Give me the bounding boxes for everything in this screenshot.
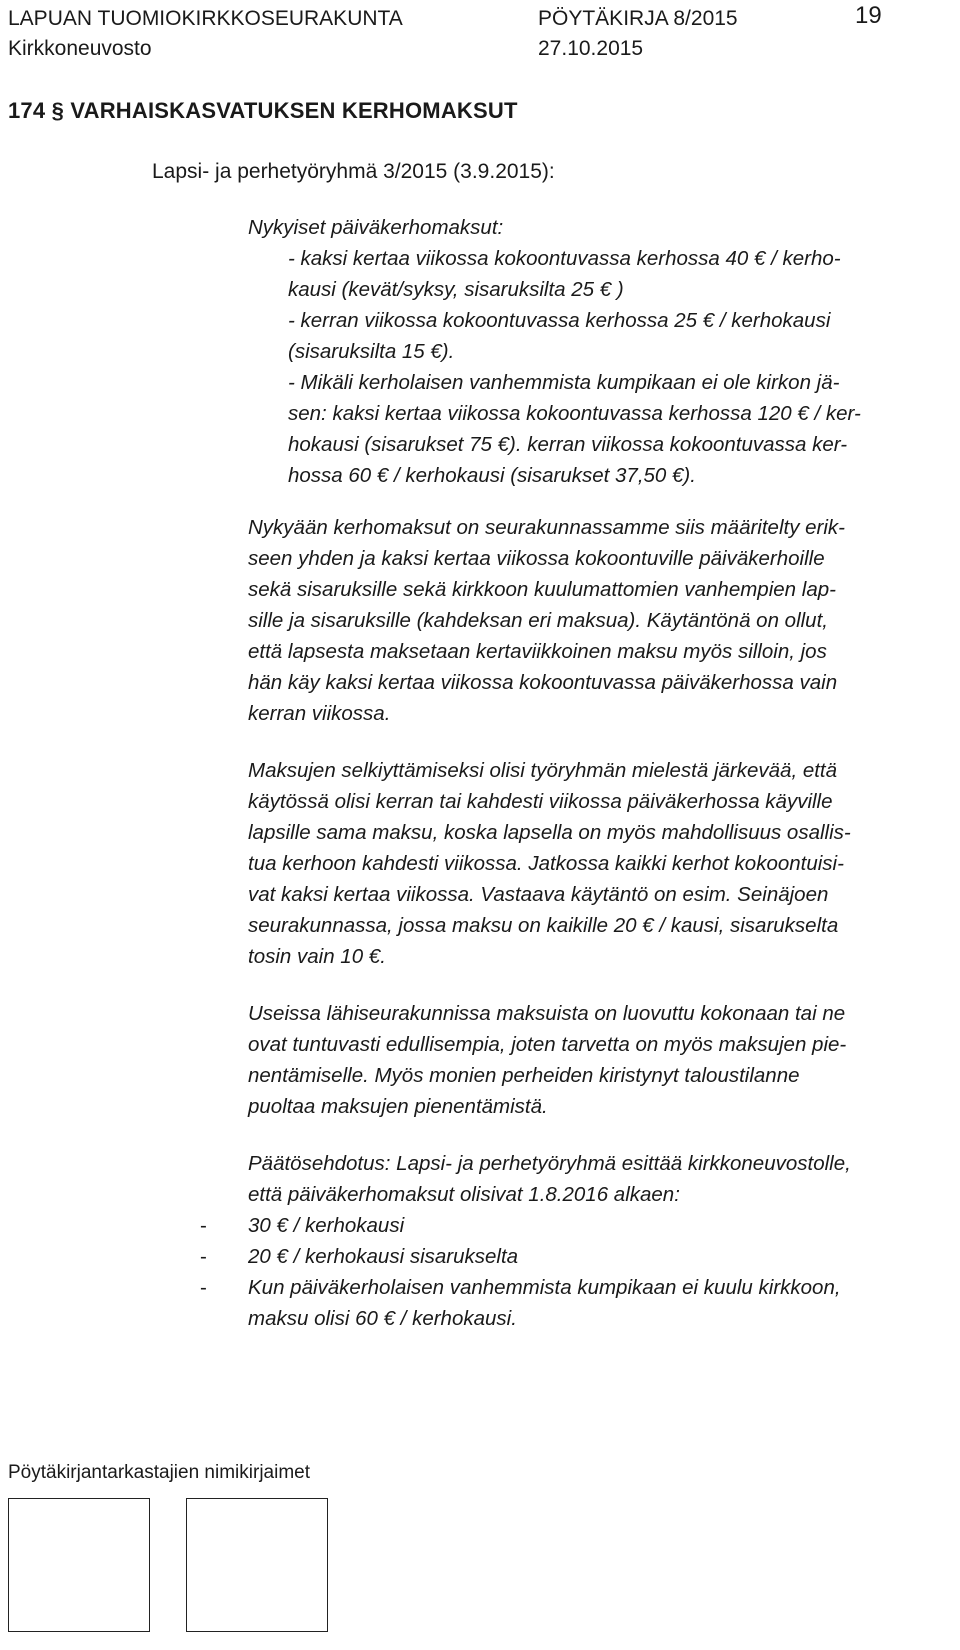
section-subtitle: Lapsi- ja perhetyöryhmä 3/2015 (3.9.2015): — [152, 160, 555, 183]
fee-line: sen: kaksi kertaa viikossa kokoontuvassa kerhossa 120 € / ker- — [288, 402, 861, 425]
proposal-line: että päiväkerhomaksut olisivat 1.8.2016 alkaen: — [248, 1183, 680, 1206]
paragraph-line: tua kerhoon kahdesti viikossa. Jatkossa kaikki kerhot kokoontuisi- — [248, 852, 844, 875]
paragraph-neighbouring-parishes — [248, 998, 928, 1122]
signature-box — [186, 1498, 328, 1632]
proposal-line: Päätösehdotus: Lapsi- ja perhetyöryhmä esittää kirkkoneuvostolle, — [248, 1152, 851, 1175]
fee-line: kausi (kevät/syksy, sisaruksilta 25 € ) — [288, 278, 624, 301]
paragraph-line: Maksujen selkiyttämiseksi olisi työryhmän mielestä järkevää, että — [248, 759, 838, 782]
paragraph-line: nentämiselle. Myös monien perheiden kiristynyt taloustilanne — [248, 1064, 800, 1087]
page-number: 19 — [855, 2, 882, 29]
paragraph-line: Useissa lähiseurakunnissa maksuista on luovuttu kokonaan tai ne — [248, 1002, 846, 1025]
list-dash: - — [200, 1214, 207, 1237]
fee-line: - Mikäli kerholaisen vanhemmista kumpikaan ei ole kirkon jä- — [288, 371, 840, 394]
paragraph-line: sekä sisaruksille sekä kirkkoon kuulumattomien vanhempien lap- — [248, 578, 836, 601]
document-number: PÖYTÄKIRJA 8/2015 — [538, 7, 738, 30]
paragraph-current-practice — [248, 512, 928, 729]
list-item-text: Kun päiväkerholaisen vanhemmista kumpikaan ei kuulu kirkkoon, — [248, 1276, 841, 1299]
paragraph-line: että lapsesta maksetaan kertaviikkoinen maksu myös silloin, jos — [248, 640, 827, 663]
document-header — [8, 4, 878, 64]
paragraph-line: seen yhden ja kaksi kertaa viikossa kokoontuville päiväkerhoille — [248, 547, 825, 570]
fee-line: - kaksi kertaa viikossa kokoontuvassa kerhossa 40 € / kerho- — [288, 247, 841, 270]
paragraph-line: lapsille sama maksu, koska lapsella on myös mahdollisuus osallis- — [248, 821, 851, 844]
signature-box — [8, 1498, 150, 1632]
decision-proposal — [248, 1148, 928, 1210]
paragraph-line: käytössä olisi kerran tai kahdesti viikossa päiväkerhossa käyville — [248, 790, 833, 813]
paragraph-simplification — [248, 755, 928, 972]
organization-name: LAPUAN TUOMIOKIRKKOSEURAKUNTA — [8, 7, 403, 30]
fee-line: hokausi (sisarukset 75 €). kerran viikossa kokoontuvassa ker- — [288, 433, 848, 456]
footer-label: Pöytäkirjantarkastajien nimikirjaimet — [8, 1462, 310, 1483]
section-title: 174 § VARHAISKASVATUKSEN KERHOMAKSUT — [8, 98, 518, 123]
paragraph-line: puoltaa maksujen pienentämistä. — [248, 1095, 548, 1118]
current-fees-heading: Nykyiset päiväkerhomaksut: — [248, 216, 504, 239]
list-dash: - — [200, 1245, 207, 1268]
paragraph-line: Nykyään kerhomaksut on seurakunnassamme siis määritelty erik- — [248, 516, 846, 539]
paragraph-line: kerran viikossa. — [248, 702, 391, 725]
meeting-body: Kirkkoneuvosto — [8, 37, 152, 60]
paragraph-line: seurakunnassa, jossa maksu on kaikille 20 € / kausi, sisarukselta — [248, 914, 839, 937]
list-dash: - — [200, 1276, 207, 1299]
list-item-text: 30 € / kerhokausi — [248, 1214, 405, 1237]
paragraph-line: hän käy kaksi kertaa viikossa kokoontuvassa päiväkerhossa vain — [248, 671, 838, 694]
list-item-text: 20 € / kerhokausi sisarukselta — [248, 1245, 519, 1268]
fee-line: (sisaruksilta 15 €). — [288, 340, 455, 363]
paragraph-line: sille ja sisaruksille (kahdeksan eri maksua). Käytäntönä on ollut, — [248, 609, 828, 632]
paragraph-line: vat kaksi kertaa viikossa. Vastaava käytäntö on esim. Seinäjoen — [248, 883, 829, 906]
paragraph-line: tosin vain 10 €. — [248, 945, 386, 968]
meeting-date: 27.10.2015 — [538, 37, 644, 60]
paragraph-line: ovat tuntuvasti edullisempia, joten tarvetta on myös maksujen pie- — [248, 1033, 847, 1056]
current-fees-block — [248, 212, 928, 491]
fee-line: hossa 60 € / kerhokausi (sisarukset 37,50 €). — [288, 464, 696, 487]
fee-line: - kerran viikossa kokoontuvassa kerhossa 25 € / kerhokausi — [288, 309, 831, 332]
list-item-text: maksu olisi 60 € / kerhokausi. — [248, 1307, 517, 1330]
